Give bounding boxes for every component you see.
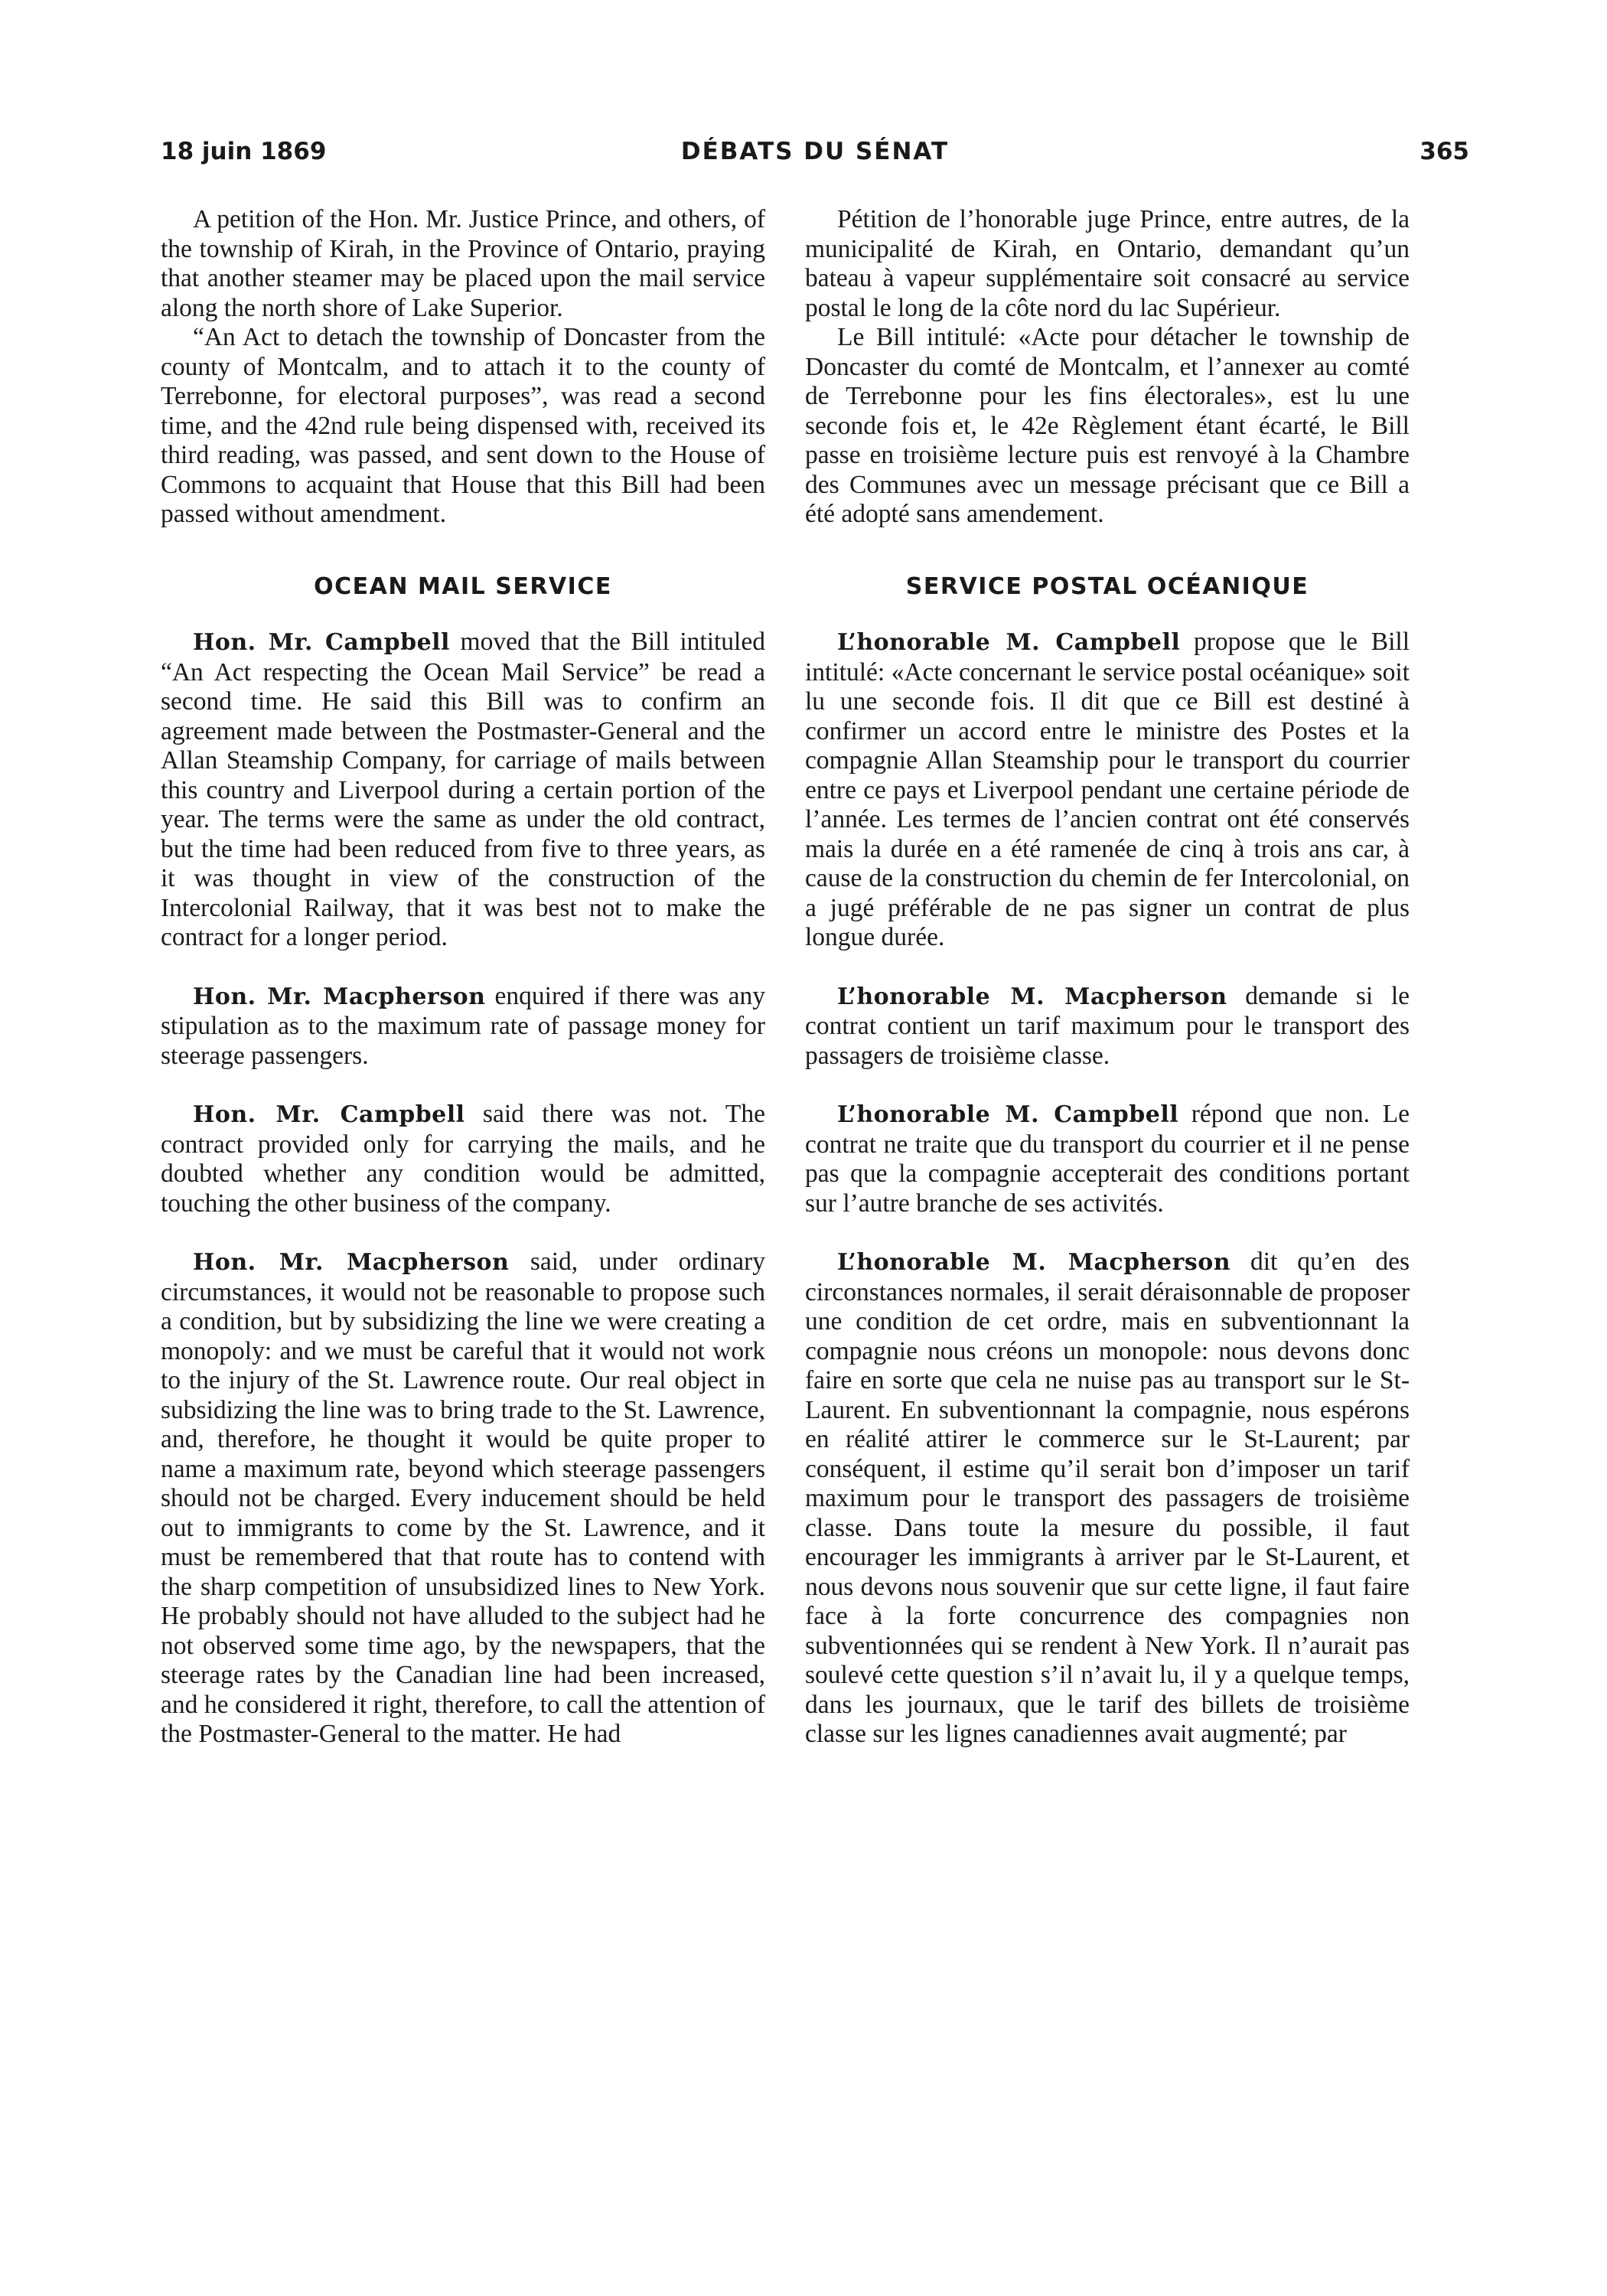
en-act-paragraph: “An Act to detach the township of Doncaster from the county of Montcalm, and to attach it to the county of Terrebonne, for electoral purposes”, was read a second time, and the 42nd rule being dispensed with, received its third reading, was passed, and sent down to the House of Commons to acquaint that House that this Bill had been passed without amendment.	[161, 323, 765, 528]
header-date: 18 juin 1869	[161, 138, 327, 165]
page-header	[161, 138, 1469, 176]
header-title: DÉBATS DU SÉNAT	[680, 138, 950, 165]
fr-speaker-2: L’honorable M. Macpherson	[837, 983, 1227, 1010]
fr-section-heading: SERVICE POSTAL OCÉANIQUE	[905, 572, 1309, 600]
fr-speech-2-text: demande si le contrat contient un tarif maximum pour le transport des passagers de troisième classe.	[805, 981, 1410, 1070]
fr-speech-2	[805, 982, 1410, 1071]
fr-speech-4	[805, 1247, 1410, 1750]
en-speech-4	[161, 1247, 765, 1750]
en-petition-paragraph: A petition of the Hon. Mr. Justice Prince, and others, of the township of Kirah, in the Province of Ontario, praying that another steamer may be placed upon the mail service along the north shore of Lake Superior.	[161, 205, 765, 322]
en-speech-2	[161, 982, 765, 1071]
en-speech-4-text: said, under ordinary circumstances, it would not be reasonable to propose such a condition, but by subsidizing the line we were creating a monopoly: and we must be careful that it would not work to the injury of the St. Lawrence route. Our real object in subsidizing the line was to bring trade to the St. Lawrence, and, therefore, he thought it would be quite proper to name a maximum rate, beyond which steerage passengers should not be charged. Every inducement should be held out to immigrants to come by the St. Lawrence, and it must be remembered that that route has to contend with the sharp competition of unsubsidized lines to New York. He probably should not have alluded to the subject had he not observed some time ago, by the newspapers, that the steerage rates by the Canadian line had been increased, and he considered it right, therefore, to call the attention of the Postmaster-General to the matter. He had	[161, 1247, 765, 1748]
fr-petition-paragraph: Pétition de l’honorable juge Prince, entre autres, de la municipalité de Kirah, en Ontario, demandant qu’un bateau à vapeur supplémentaire soit consacré au service postal le long de la côte nord du lac Supérieur.	[805, 205, 1410, 322]
english-column	[161, 205, 765, 1750]
fr-speech-4-text: dit qu’en des circonstances normales, il serait déraisonnable de proposer une condition de cet ordre, mais en subventionnant la compagnie nous créons un monopole: nous devons donc faire en sorte que cela ne nuise pas au transport sur le St-Laurent. En subventionnant la compagnie, nous espérons en réalité attirer le commerce sur le St-Laurent; par conséquent, il estime qu’il serait bon d’imposer un tarif maximum pour le transport des passagers de troisième classe. Dans toute la mesure du possible, il faut encourager les immigrants à arriver par le St-Laurent, et nous devons nous souvenir que sur cette ligne, il faut faire face à la forte concurrence des compagnies non subventionnées qui se rendent à New York. Il n’aurait pas soulevé cette question s’il n’avait lu, il y a quelque temps, dans les journaux, que le tarif des billets de troisième classe sur les lignes canadiennes avait augmenté; par	[805, 1247, 1410, 1748]
fr-speaker-4: L’honorable M. Macpherson	[837, 1249, 1231, 1276]
fr-speech-1	[805, 628, 1410, 953]
fr-speaker-3: L’honorable M. Campbell	[837, 1101, 1179, 1128]
fr-speech-1-text: propose que le Bill intitulé: «Acte concernant le service postal océanique» soit lu une seconde fois. Il dit que ce Bill est destiné à confirmer un accord entre le ministre des Postes et la compagnie Allan Steamship pour le transport du courrier entre ce pays et Liverpool pendant une certaine période de l’année. Les termes de l’ancien contrat ont été conservés mais la durée en a été ramenée de cinq à trois ans car, à cause de la construction du chemin de fer Intercolonial, on a jugé préférable de ne pas signer un contrat de plus longue durée.	[805, 628, 1410, 951]
french-column	[805, 205, 1410, 1750]
fr-speaker-1: L’honorable M. Campbell	[837, 629, 1181, 656]
en-speaker-4: Hon. Mr. Macpherson	[193, 1249, 510, 1276]
en-speech-3-text: said there was not. The contract provided only for carrying the mails, and he doubted whether any condition would be admitted, touching the other business of the company.	[161, 1100, 766, 1218]
en-section-heading: OCEAN MAIL SERVICE	[314, 572, 612, 600]
fr-speech-3-text: répond que non. Le contrat ne traite que du transport du courrier et il ne pense pas que la compagnie accepterait des conditions portant sur l’autre branche de ses activités.	[805, 1100, 1410, 1218]
fr-act-paragraph: Le Bill intitulé: «Acte pour détacher le township de Doncaster du comté de Montcalm, et l’annexer au comté de Terrebonne pour les fins électorales», est lu une seconde fois et, le 42e Règlement étant écarté, le Bill passe en troisième lecture puis est renvoyé à la Chambre des Communes avec un message précisant que ce Bill a été adopté sans amendement.	[805, 323, 1410, 528]
en-speech-1-text: moved that the Bill intituled “An Act respecting the Ocean Mail Service” be read a second time. He said this Bill was to confirm an agreement made between the Postmaster-General and the Allan Steamship Company, for carriage of mails between this country and Liverpool during a certain portion of the year. The terms were the same as under the old contract, but the time had been reduced from five to three years, as it was thought in view of the construction of the Intercolonial Railway, that it was best not to make the contract for a longer period.	[161, 628, 765, 951]
en-speech-2-text: enquired if there was any stipulation as to the maximum rate of passage money for steerage passengers.	[161, 981, 765, 1070]
en-speech-3	[161, 1100, 765, 1218]
en-speaker-2: Hon. Mr. Macpherson	[193, 983, 486, 1010]
en-speaker-3: Hon. Mr. Campbell	[193, 1101, 465, 1128]
en-speech-1	[161, 628, 765, 953]
page-number: 365	[1420, 138, 1469, 165]
en-speaker-1: Hon. Mr. Campbell	[193, 629, 450, 656]
fr-speech-3	[805, 1100, 1410, 1218]
